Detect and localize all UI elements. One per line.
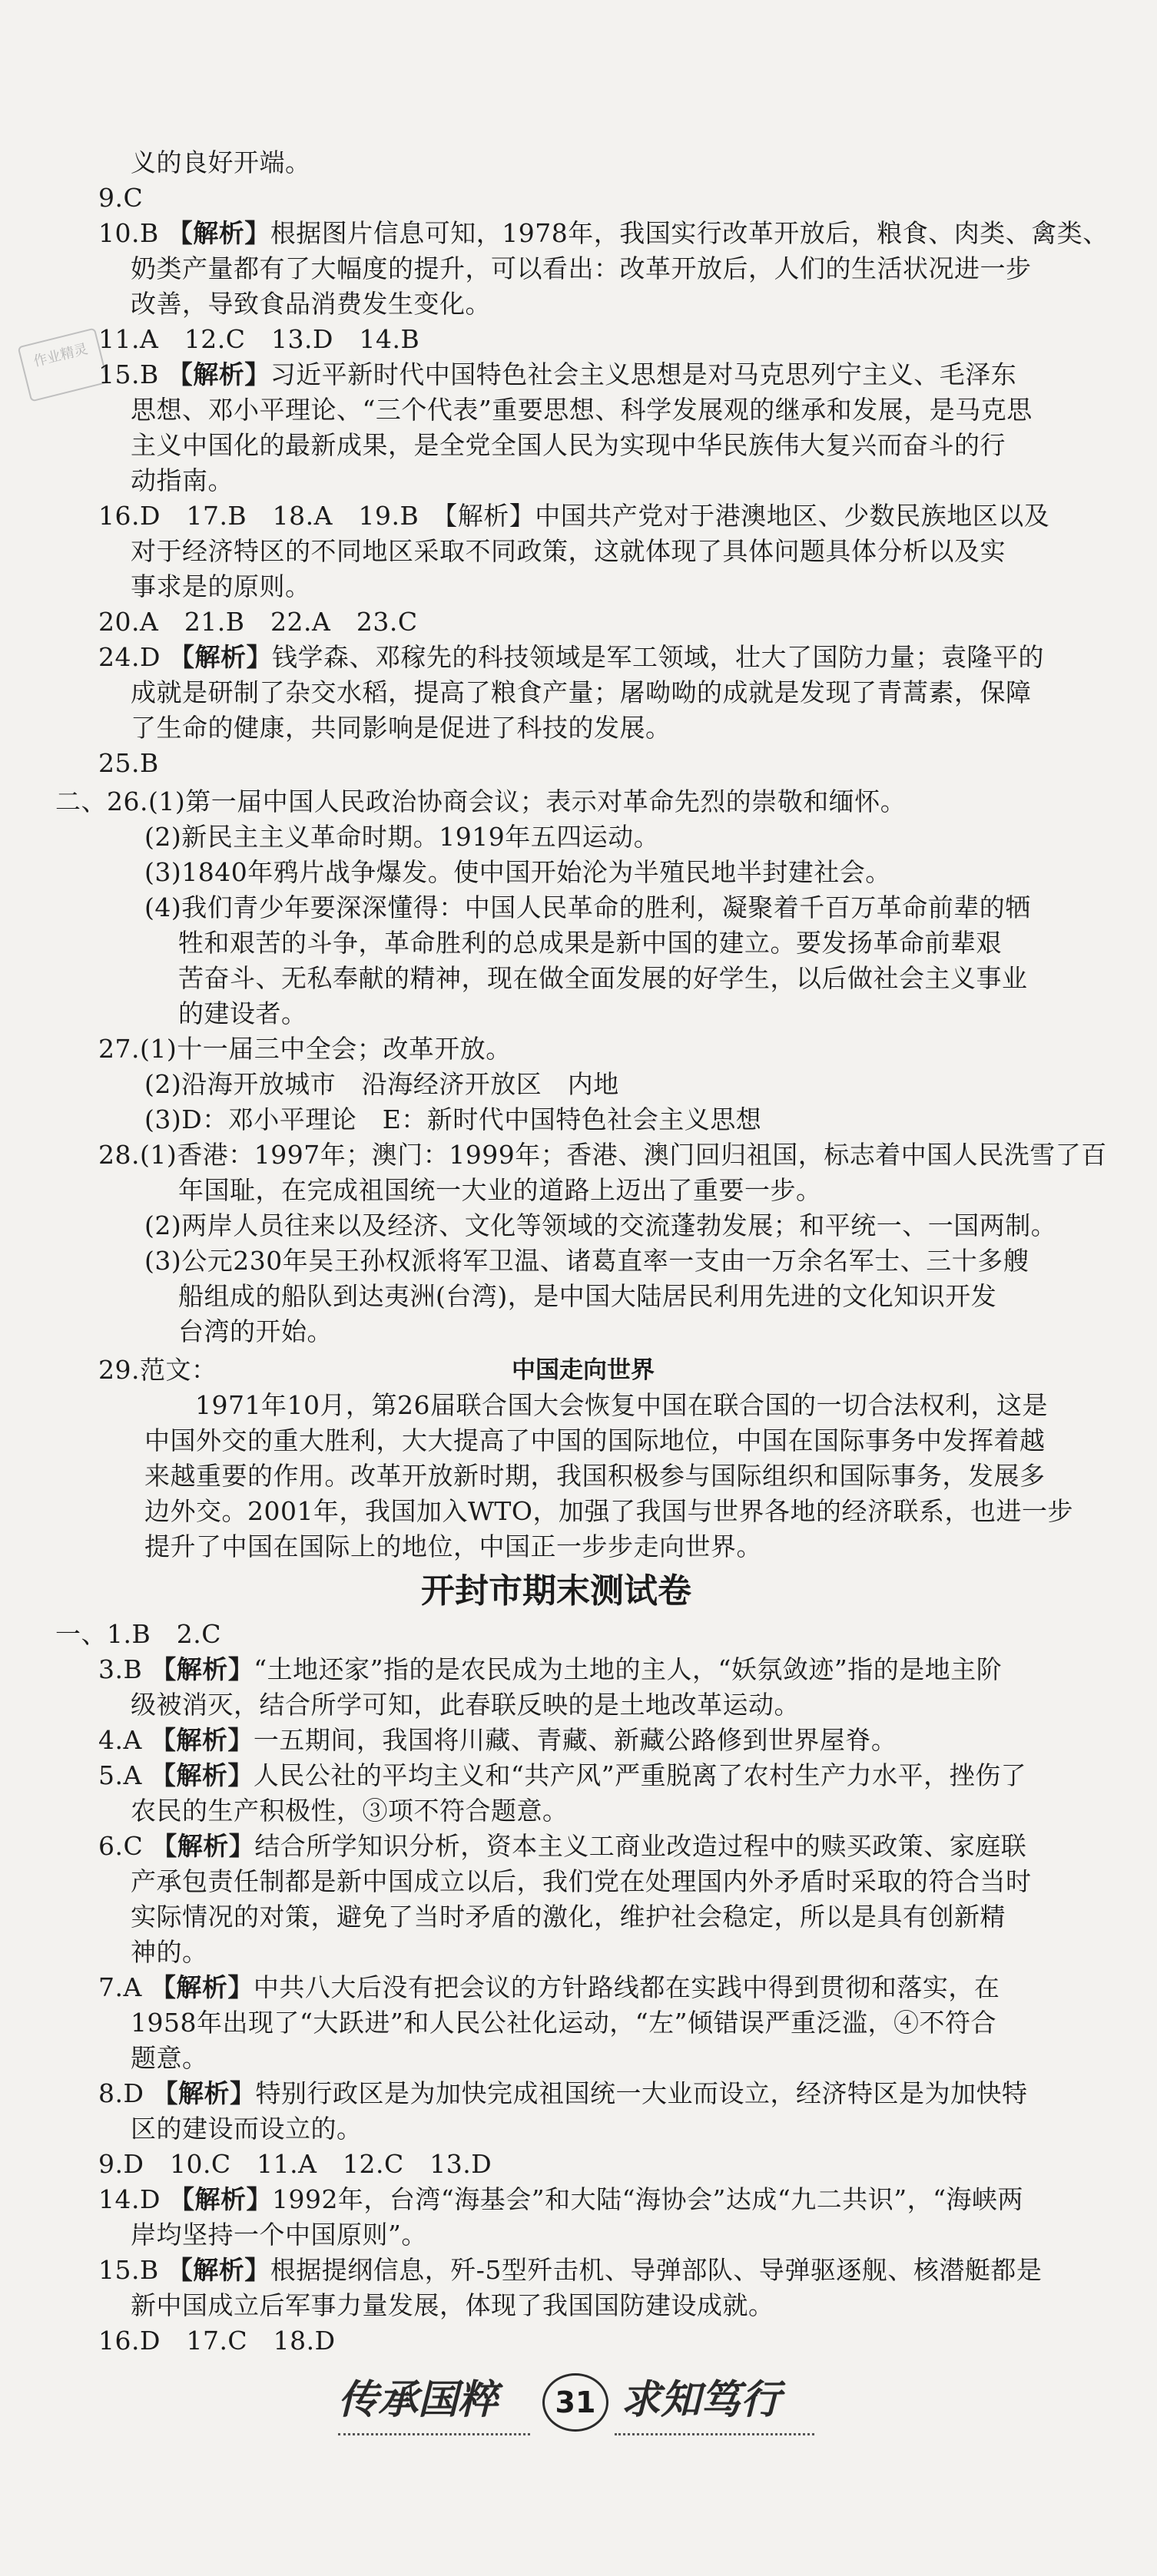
answer-line: 事求是的原则。 <box>131 571 311 601</box>
answer-line: 3.B 【解析】“土地还家”指的是农民成为土地的主人，“妖氛敛迹”指的是地主阶 <box>98 1654 1003 1684</box>
answer-line: 主义中国化的最新成果，是全党全国人民为实现中华民族伟大复兴而奋斗的行 <box>131 430 1006 460</box>
answer-line: 思想、邓小平理论、“三个代表”重要思想、科学发展观的继承和发展，是马克思 <box>131 395 1033 425</box>
footer-divider <box>615 2433 814 2435</box>
answer-line: 台湾的开始。 <box>178 1316 333 1346</box>
watermark-stamp: 作业精灵 <box>18 328 109 402</box>
answer-line: 船组成的船队到达夷洲(台湾)，是中国大陆居民利用先进的文化知识开发 <box>178 1281 997 1311</box>
answer-line: 15.B 【解析】根据提纲信息，歼-5型歼击机、导弹部队、导弹驱逐舰、核潜艇都是 <box>98 2255 1043 2285</box>
answer-line: 奶类产量都有了大幅度的提升，可以看出：改革开放后，人们的生活状况进一步 <box>131 253 1032 283</box>
answer-line: 6.C 【解析】结合所学知识分析，资本主义工商业改造过程中的赎买政策、家庭联 <box>98 1831 1027 1861</box>
answer-line: 对于经济特区的不同地区采取不同政策，这就体现了具体问题具体分析以及实 <box>131 536 1006 566</box>
answer-line: 的建设者。 <box>178 998 307 1028</box>
answer-line: (2)两岸人员往来以及经济、文化等领域的交流蓬勃发展；和平统一、一国两制。 <box>144 1210 1057 1240</box>
answer-line: 年国耻，在完成祖国统一大业的道路上迈出了重要一步。 <box>178 1175 822 1205</box>
answer-line: 神的。 <box>131 1937 208 1967</box>
answer-line: (4)我们青少年要深深懂得：中国人民革命的胜利，凝聚着千百万革命前辈的牺 <box>144 892 1031 922</box>
answer-line: 16.D 17.B 18.A 19.B 【解析】中国共产党对于港澳地区、少数民族地区以及 <box>98 501 1050 531</box>
answer-line: (3)D：邓小平理论 E：新时代中国特色社会主义思想 <box>144 1104 762 1134</box>
answer-line: 二、26.(1)第一届中国人民政治协商会议；表示对革命先烈的崇敬和缅怀。 <box>55 786 907 816</box>
answer-line: 题意。 <box>131 2043 208 2073</box>
answer-line: 16.D 17.C 18.D <box>98 2326 336 2356</box>
answer-line: 9.C <box>98 183 144 213</box>
answer-line: 14.D 【解析】1992年，台湾“海基会”和大陆“海协会”达成“九二共识”，“海峡两 <box>98 2184 1024 2214</box>
answer-line: 实际情况的对策，避免了当时矛盾的激化，维护社会稳定，所以是具有创新精 <box>131 1902 1006 1932</box>
answer-line: 4.A 【解析】一五期间，我国将川藏、青藏、新藏公路修到世界屋脊。 <box>98 1725 897 1755</box>
answer-line: 9.D 10.C 11.A 12.C 13.D <box>98 2149 492 2179</box>
answer-line: 了生命的健康，共同影响是促进了科技的发展。 <box>131 713 671 743</box>
answer-line: 29.范文： <box>98 1355 217 1385</box>
answer-line: 一、1.B 2.C <box>55 1619 221 1649</box>
answer-line: 农民的生产积极性，③项不符合题意。 <box>131 1796 569 1826</box>
answer-line: 成就是研制了杂交水稻，提高了粮食产量；屠呦呦的成就是发现了青蒿素，保障 <box>131 677 1032 707</box>
answer-line: 提升了中国在国际上的地位，中国正一步步走向世界。 <box>144 1531 762 1561</box>
footer-motto-right: 求知笃行 <box>621 2376 781 2423</box>
answer-line: 5.A 【解析】人民公社的平均主义和“共产风”严重脱离了农村生产力水平，挫伤了 <box>98 1760 1027 1790</box>
answer-line: 产承包责任制都是新中国成立以后，我们党在处理国内外矛盾时采取的符合当时 <box>131 1866 1032 1896</box>
answer-line: 岸均坚持一个中国原则”。 <box>131 2220 427 2250</box>
answer-line: (3)公元230年吴王孙权派将军卫温、诸葛直率一支由一万余名军士、三十多艘 <box>144 1246 1029 1276</box>
answer-line: 8.D 【解析】特别行政区是为加快完成祖国统一大业而设立，经济特区是为加快特 <box>98 2078 1028 2108</box>
answer-line: (3)1840年鸦片战争爆发。使中国开始沦为半殖民地半封建社会。 <box>144 857 891 887</box>
answer-line: 牲和艰苦的斗争，革命胜利的总成果是新中国的建立。要发扬革命前辈艰 <box>178 928 1002 958</box>
answer-line: 25.B <box>98 748 159 778</box>
answer-line: 20.A 21.B 22.A 23.C <box>98 607 418 637</box>
answer-line: 苦奋斗、无私奉献的精神，现在做全面发展的好学生，以后做社会主义事业 <box>178 963 1028 993</box>
answer-line: 动指南。 <box>131 465 234 495</box>
answer-line: 义的良好开端。 <box>131 147 311 177</box>
answer-line: 改善，导致食品消费发生变化。 <box>131 289 491 319</box>
answer-line: 来越重要的作用。改革开放新时期，我国积极参与国际组织和国际事务，发展多 <box>144 1461 1046 1491</box>
answer-line: 15.B 【解析】习近平新时代中国特色社会主义思想是对马克思列宁主义、毛泽东 <box>98 359 1017 389</box>
answer-line: 级被消灭，结合所学可知，此春联反映的是土地改革运动。 <box>131 1690 800 1720</box>
page-number: 31 <box>542 2373 608 2432</box>
answer-line: 中国外交的重大胜利，大大提高了中国的国际地位，中国在国际事务中发挥着越 <box>144 1425 1046 1455</box>
answer-line: 区的建设而设立的。 <box>131 2114 363 2144</box>
answer-line: 7.A 【解析】中共八大后没有把会议的方针路线都在实践中得到贯彻和落实，在 <box>98 1972 1000 2002</box>
footer-divider <box>338 2433 530 2435</box>
answer-line: 27.(1)十一届三中全会；改革开放。 <box>98 1034 512 1064</box>
answer-line: 新中国成立后军事力量发展，体现了我国国防建设成就。 <box>131 2290 774 2320</box>
answer-line: 11.A 12.C 13.D 14.B <box>98 324 420 354</box>
answer-line: 10.B 【解析】根据图片信息可知，1978年，我国实行改革开放后，粮食、肉类、禽类、 <box>98 218 1109 248</box>
answer-line: 边外交。2001年，我国加入WTO，加强了我国与世界各地的经济联系，也进一步 <box>144 1496 1073 1526</box>
answer-line: 28.(1)香港：1997年；澳门：1999年；香港、澳门回归祖国，标志着中国人民洗雪了百 <box>98 1140 1107 1170</box>
section-title: 开封市期末测试卷 <box>421 1571 691 1611</box>
answer-line: 1958年出现了“大跃进”和人民公社化运动，“左”倾错误严重泛滥，④不符合 <box>131 2008 996 2038</box>
answer-line: (2)沿海开放城市 沿海经济开放区 内地 <box>144 1069 619 1099</box>
answer-line: 1971年10月，第26届联合国大会恢复中国在联合国的一切合法权利，这是 <box>195 1390 1048 1420</box>
answer-line: 24.D 【解析】钱学森、邓稼先的科技领域是军工领域，壮大了国防力量；袁隆平的 <box>98 642 1044 672</box>
footer-motto-left: 传承国粹 <box>338 2376 499 2423</box>
answer-line: (2)新民主主义革命时期。1919年五四运动。 <box>144 822 660 852</box>
essay-title: 中国走向世界 <box>512 1356 655 1384</box>
